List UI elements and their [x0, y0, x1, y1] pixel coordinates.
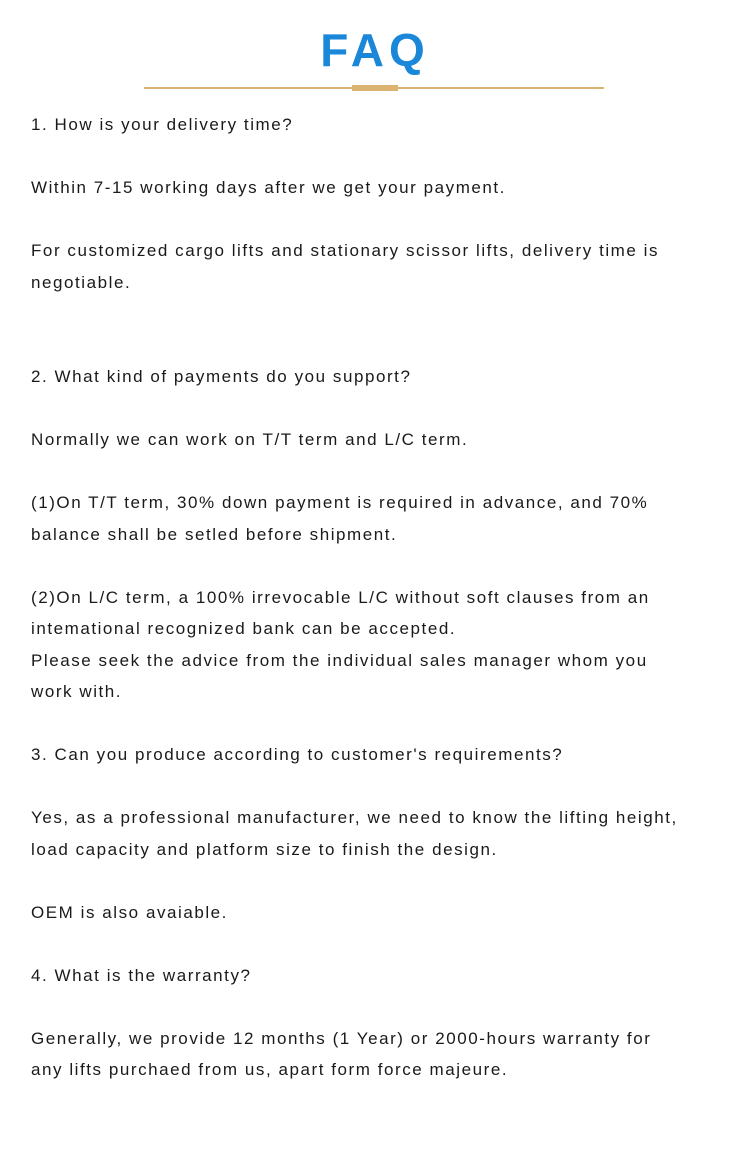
faq-question-1: 1. How is your delivery time? — [31, 115, 294, 134]
faq-question-3: 3. Can you produce according to customer's requirements? — [31, 745, 564, 764]
spacer — [31, 865, 736, 897]
faq-answer-2-paragraph-2-line-1: (1)On T/T term, 30% down payment is required in advance, and 70% — [31, 493, 649, 512]
faq-answer-2-paragraph-3-line-3: Please seek the advice from the individual sales manager whom you — [31, 650, 648, 670]
spacer — [31, 550, 736, 582]
faq-answer-4-line-2: any lifts purchaed from us, apart form force majeure. — [31, 1060, 509, 1079]
faq-question-4: 4. What is the warranty? — [31, 965, 252, 985]
spacer — [31, 928, 736, 960]
title-divider-accent — [352, 85, 398, 91]
faq-header — [0, 0, 750, 100]
faq-answer-2-paragraph-1: Normally we can work on T/T term and L/C term. — [31, 430, 469, 449]
faq-question-2: 2. What kind of payments do you support? — [31, 367, 412, 386]
spacer — [31, 330, 736, 362]
faq-answer-3-paragraph-2: OEM is also avaiable. — [31, 902, 228, 922]
spacer — [31, 393, 736, 425]
faq-answer-2-paragraph-2-line-2: balance shall be setled before shipment. — [31, 524, 398, 544]
faq-answer-2-paragraph-3-line-2: intemational recognized bank can be accepted. — [31, 619, 457, 638]
faq-answer-2-paragraph-3-line-4: work with. — [31, 682, 123, 701]
faq-answer-4-line-1: Generally, we provide 12 months (1 Year) or 2000-hours warranty for — [31, 1028, 652, 1048]
faq-answer-2-paragraph-3-line-1: (2)On L/C term, a 100% irrevocable L/C without soft clauses from an — [31, 587, 650, 607]
faq-answer-1-paragraph-2-line-1: For customized cargo lifts and stationary scissor lifts, delivery time is — [31, 241, 660, 260]
spacer — [31, 708, 736, 740]
spacer — [31, 204, 736, 236]
faq-content — [31, 109, 736, 1086]
faq-answer-1-paragraph-1: Within 7-15 working days after we get your payment. — [31, 178, 506, 197]
page-title: FAQ — [320, 24, 430, 76]
spacer — [31, 456, 736, 488]
spacer — [31, 298, 736, 330]
spacer — [31, 771, 736, 803]
faq-answer-3-paragraph-1-line-1: Yes, as a professional manufacturer, we need to know the lifting height, — [31, 808, 678, 827]
spacer — [31, 141, 736, 173]
spacer — [31, 991, 736, 1023]
faq-answer-1-paragraph-2-line-2: negotiable. — [31, 272, 132, 292]
faq-answer-3-paragraph-1-line-2: load capacity and platform size to finish the design. — [31, 839, 498, 859]
